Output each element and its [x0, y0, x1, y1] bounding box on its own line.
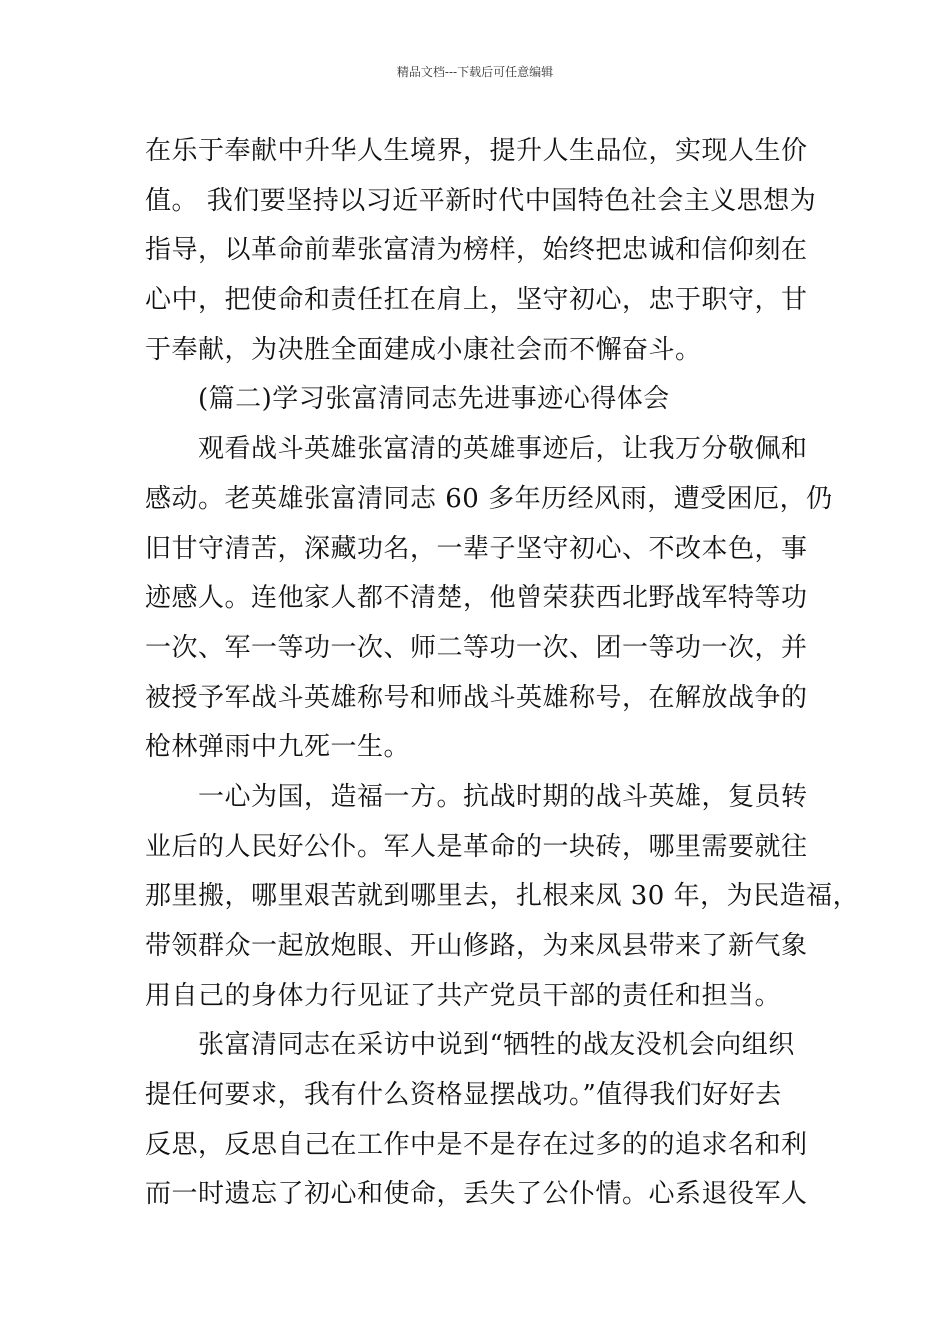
body-line: 提任何要求，我有什么资格显摆战功。”值得我们好好去 — [145, 1080, 782, 1111]
body-line: 心中，把使命和责任扛在肩上，坚守初心，忠于职守，甘 — [145, 285, 808, 316]
page-header: 精品文档---下载后可任意编辑 — [396, 65, 554, 79]
document-body — [145, 127, 860, 1220]
body-line: 带领群众一起放炮眼、开山修路，为来凤县带来了新气象 — [145, 931, 808, 961]
body-line: 而一时遗忘了初心和使命，丢失了公仆情。心系退役军人 — [145, 1179, 808, 1210]
paragraph-start: 一心为国，造福一方。抗战时期的战斗英雄，复员转 — [198, 781, 808, 812]
body-line: 于奉献，为决胜全面建成小康社会而不懈奋斗。 — [145, 334, 702, 365]
body-line: 那里搬，哪里艰苦就到哪里去，扎根来凤 30 年，为民造福， — [145, 881, 860, 912]
body-line: 用自己的身体力行见证了共产党员干部的责任和担当。 — [145, 980, 782, 1011]
body-line: 被授予军战斗英雄称号和师战斗英雄称号，在解放战争的 — [145, 682, 808, 713]
body-line: 旧甘守清苦，深藏功名，一辈子坚守初心、不改本色，事 — [145, 533, 808, 564]
body-line: 业后的人民好公仆。军人是革命的一块砖，哪里需要就往 — [145, 831, 808, 862]
body-line: 枪林弹雨中九死一生。 — [145, 732, 411, 763]
body-line: 指导，以革命前辈张富清为榜样，始终把忠诚和信仰刻在 — [145, 235, 808, 266]
body-line: 值。 我们要坚持以习近平新时代中国特色社会主义思想为 — [145, 185, 817, 216]
section-heading: (篇二)学习张富清同志先进事迹心得体会 — [198, 384, 670, 415]
paragraph-start: 观看战斗英雄张富清的英雄事迹后，让我万分敬佩和 — [198, 434, 808, 465]
body-line: 在乐于奉献中升华人生境界，提升人生品位，实现人生价 — [145, 136, 808, 166]
body-line: 感动。老英雄张富清同志 60 多年历经风雨，遭受困厄，仍 — [145, 483, 833, 514]
body-line: 一次、军一等功一次、师二等功一次、团一等功一次，并 — [145, 632, 808, 663]
paragraph-start: 张富清同志在采访中说到“牺牲的战友没机会向组织 — [198, 1030, 795, 1061]
body-line: 迹感人。连他家人都不清楚，他曾荣获西北野战军特等功 — [145, 583, 808, 614]
body-line: 反思，反思自己在工作中是不是存在过多的的追求名和利 — [145, 1129, 808, 1160]
